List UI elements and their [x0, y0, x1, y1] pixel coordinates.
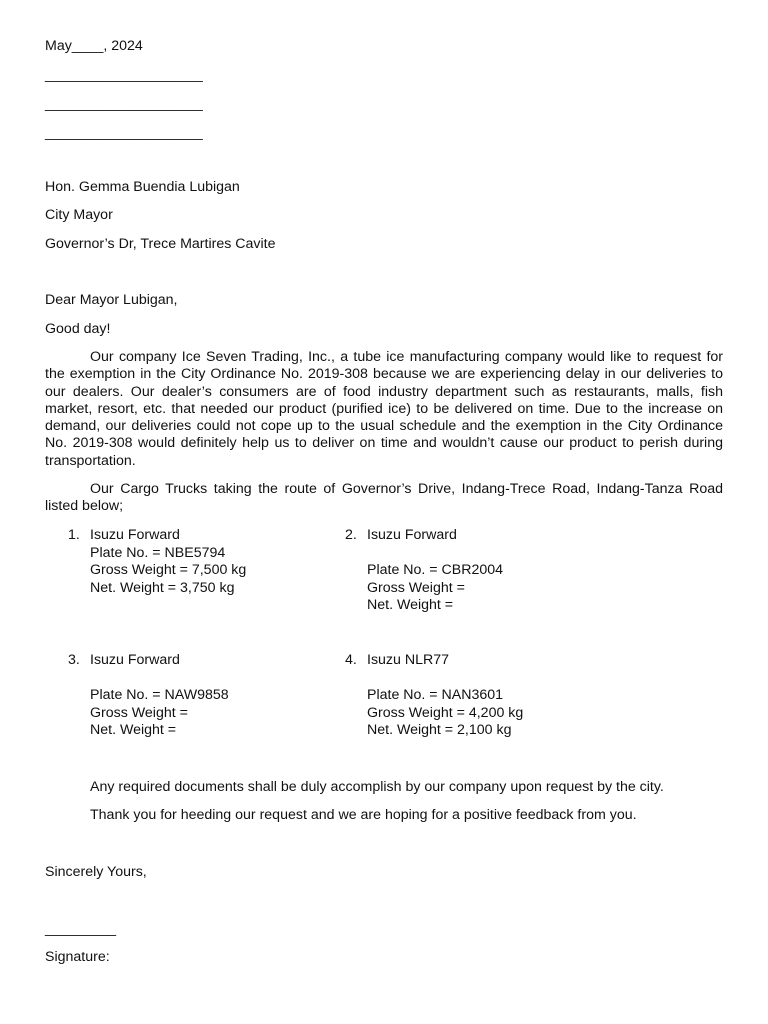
- body-paragraph-1-text: Our company Ice Seven Trading, Inc., a tube ice manufacturing company would like to request for the exemption in the City Ordinance No. 2019-308 because we are experiencing delay in our deliveries to our dealers. Our dealer’s consumers are of food industry department such as restaurants, malls, fish market, resort, etc. that needed our product (purified ice) to be delivered on time. Due to the increase on demand, our deliveries could not cope up to the usual schedule and the exemption in the City Ordinance No. 2019-308 would definitely help us to deliver on time and wouldn’t cause our product to perish during transportation.: [45, 349, 723, 469]
- body-paragraph-4: Thank you for heeding our request and we are hoping for a positive feedback from you.: [90, 807, 637, 823]
- truck-gross-weight: Gross Weight =: [90, 704, 188, 721]
- salutation: Dear Mayor Lubigan,: [45, 292, 178, 308]
- truck-model: Isuzu NLR77: [367, 652, 450, 668]
- truck-net-weight: Net. Weight =: [90, 722, 177, 738]
- truck-model: Isuzu Forward: [90, 652, 180, 668]
- body-paragraph-3: Any required documents shall be duly accomplish by our company upon request by the city.: [90, 779, 664, 795]
- truck-model: Isuzu Forward: [367, 527, 457, 543]
- list-number: 3.: [68, 652, 80, 668]
- recipient-title: City Mayor: [45, 207, 113, 223]
- blank-row: [367, 670, 523, 688]
- address-blank-line: ____________________: [45, 96, 203, 112]
- signature-line: _________: [45, 921, 117, 937]
- recipient-address: Governor’s Dr, Trece Martires Cavite: [45, 236, 276, 252]
- closing: Sincerely Yours,: [45, 864, 147, 880]
- truck-gross-weight: Gross Weight = 4,200 kg: [367, 704, 524, 721]
- truck-plate: Plate No. = NBE5794: [90, 544, 226, 561]
- greeting: Good day!: [45, 321, 111, 337]
- body-paragraph-2-text: Our Cargo Trucks taking the route of Governor’s Drive, Indang-Trece Road, Indang-Tanza Road listed below;: [45, 481, 723, 515]
- recipient-name: Hon. Gemma Buendia Lubigan: [45, 179, 240, 195]
- truck-plate: Plate No. = NAW9858: [90, 687, 229, 703]
- truck-plate: Plate No. = NAN3601: [367, 687, 504, 703]
- truck-gross-weight: Gross Weight = 7,500 kg: [90, 562, 247, 578]
- date-line: May____, 2024: [45, 38, 143, 54]
- truck-gross-weight: Gross Weight =: [367, 579, 465, 596]
- truck-net-weight: Net. Weight =: [367, 597, 454, 613]
- truck-net-weight: Net. Weight = 3,750 kg: [90, 579, 235, 596]
- truck-net-weight: Net. Weight = 2,100 kg: [367, 722, 512, 738]
- list-number: 4.: [345, 652, 357, 668]
- blank-row: [367, 545, 503, 563]
- address-blank-line: ____________________: [45, 125, 203, 141]
- list-number: 2.: [345, 527, 357, 543]
- signature-label: Signature:: [45, 949, 110, 965]
- address-blank-line: ____________________: [45, 67, 203, 83]
- list-number: 1.: [68, 527, 80, 543]
- body-paragraph-1: [45, 349, 723, 470]
- body-paragraph-2: [45, 481, 723, 516]
- blank-row: [90, 670, 229, 688]
- truck-model: Isuzu Forward: [90, 527, 180, 543]
- truck-plate: Plate No. = CBR2004: [367, 562, 504, 578]
